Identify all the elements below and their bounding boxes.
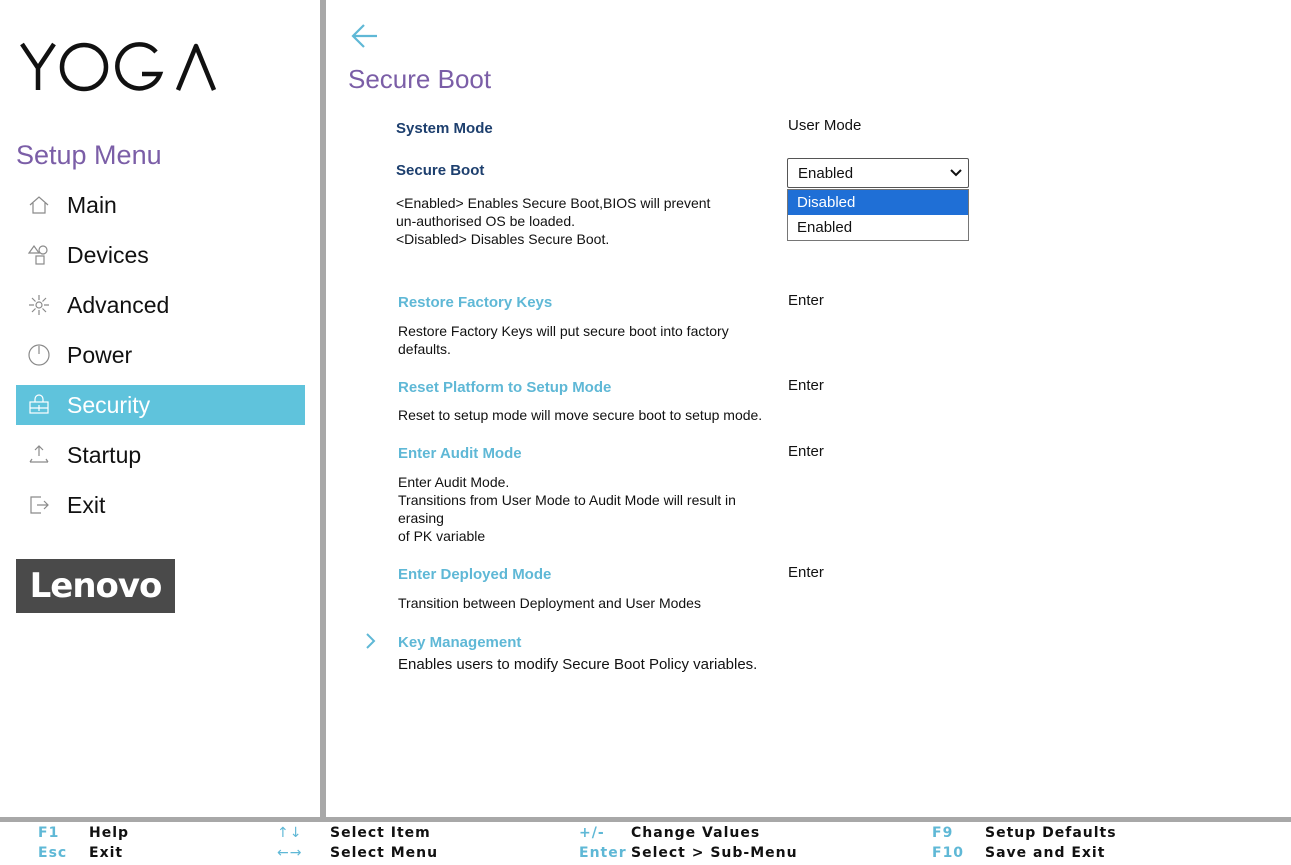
setup-menu-nav bbox=[16, 185, 305, 535]
footer-key: Enter bbox=[579, 845, 627, 861]
sidebar-item-label: Main bbox=[67, 191, 117, 218]
description-line: Enables users to modify Secure Boot Policy variables. bbox=[398, 656, 758, 673]
chevron-right-icon[interactable] bbox=[364, 632, 378, 650]
secure-boot-select[interactable] bbox=[787, 158, 969, 188]
description-line: Enter Audit Mode. bbox=[398, 474, 510, 490]
enter-audit-mode-description bbox=[398, 473, 736, 545]
description-line: <Disabled> Disables Secure Boot. bbox=[396, 231, 610, 247]
reset-platform-description bbox=[398, 406, 762, 424]
description-line: defaults. bbox=[398, 341, 451, 357]
description-line: Reset to setup mode will move secure boot to setup mode. bbox=[398, 407, 763, 423]
secure-boot-dropdown bbox=[787, 189, 969, 241]
footer-key: ←→ bbox=[277, 845, 303, 861]
chevron-down-icon bbox=[950, 166, 962, 178]
footer-key: F1 bbox=[38, 825, 60, 841]
description-line: Transitions from User Mode to Audit Mode will result in bbox=[398, 492, 736, 508]
secure-boot-label: Secure Boot bbox=[396, 162, 485, 179]
sidebar bbox=[0, 0, 320, 817]
option-enabled[interactable]: Enabled bbox=[797, 219, 853, 236]
enter-deployed-mode-value[interactable]: Enter bbox=[788, 564, 824, 581]
power-icon bbox=[26, 342, 52, 368]
description-line: Transition between Deployment and User Modes bbox=[398, 595, 701, 611]
enter-audit-mode-value[interactable]: Enter bbox=[788, 443, 824, 460]
sidebar-item-label: Exit bbox=[67, 491, 106, 518]
footer-key: +/- bbox=[579, 825, 605, 841]
description-line: Restore Factory Keys will put secure boot into factory bbox=[398, 323, 729, 339]
sidebar-item-power[interactable] bbox=[16, 335, 305, 375]
system-mode-label: System Mode bbox=[396, 120, 493, 137]
key-help-footer bbox=[0, 822, 1291, 865]
footer-desc: Exit bbox=[89, 845, 124, 861]
key-management-link[interactable]: Key Management bbox=[398, 634, 522, 651]
sidebar-item-exit[interactable] bbox=[16, 485, 305, 525]
secure-boot-description bbox=[396, 194, 710, 248]
enter-audit-mode-link[interactable]: Enter Audit Mode bbox=[398, 445, 522, 462]
arrow-left-icon bbox=[350, 22, 380, 50]
exit-icon bbox=[26, 492, 52, 518]
footer-desc: Select Menu bbox=[330, 845, 439, 861]
lenovo-logo-text: Lenovo bbox=[29, 566, 162, 606]
sidebar-item-label: Devices bbox=[67, 241, 149, 268]
sidebar-item-main[interactable] bbox=[16, 185, 305, 225]
devices-icon bbox=[26, 242, 52, 268]
footer-key: Esc bbox=[38, 845, 68, 861]
restore-factory-keys-value[interactable]: Enter bbox=[788, 292, 824, 309]
description-line: un-authorised OS be loaded. bbox=[396, 213, 576, 229]
footer-key: ↑↓ bbox=[277, 825, 303, 841]
description-line: erasing bbox=[398, 510, 444, 526]
home-icon bbox=[26, 192, 52, 218]
footer-desc: Help bbox=[89, 825, 130, 841]
reset-platform-value[interactable]: Enter bbox=[788, 377, 824, 394]
footer-desc: Save and Exit bbox=[985, 845, 1106, 861]
option-disabled[interactable]: Disabled bbox=[788, 190, 968, 215]
yoga-logo bbox=[20, 38, 220, 98]
back-button[interactable] bbox=[350, 22, 382, 50]
advanced-icon bbox=[26, 292, 52, 318]
system-mode-value: User Mode bbox=[788, 117, 862, 134]
description-line: of PK variable bbox=[398, 528, 486, 544]
footer-desc: Select > Sub-Menu bbox=[631, 845, 798, 861]
secure-boot-selected-value: Enabled bbox=[798, 164, 854, 182]
page-title: Secure Boot bbox=[348, 64, 492, 94]
sidebar-item-devices[interactable] bbox=[16, 235, 305, 275]
sidebar-item-startup[interactable] bbox=[16, 435, 305, 475]
setup-menu-title: Setup Menu bbox=[16, 140, 162, 170]
restore-factory-keys-description bbox=[398, 322, 729, 358]
sidebar-item-security[interactable] bbox=[16, 385, 305, 425]
restore-factory-keys-link[interactable]: Restore Factory Keys bbox=[398, 294, 553, 311]
reset-platform-link[interactable]: Reset Platform to Setup Mode bbox=[398, 379, 612, 396]
enter-deployed-mode-description bbox=[398, 594, 701, 612]
footer-desc: Select Item bbox=[330, 825, 431, 841]
sidebar-item-label: Startup bbox=[67, 441, 142, 468]
footer-desc: Change Values bbox=[631, 825, 761, 841]
enter-deployed-mode-link[interactable]: Enter Deployed Mode bbox=[398, 566, 552, 583]
sidebar-item-label: Advanced bbox=[67, 291, 170, 318]
footer-key: F9 bbox=[932, 825, 954, 841]
secure-boot-page bbox=[326, 0, 1291, 817]
lenovo-logo bbox=[16, 559, 175, 613]
yoga-logo-mark bbox=[20, 38, 220, 98]
security-icon bbox=[26, 392, 52, 418]
sidebar-item-label: Power bbox=[67, 341, 133, 368]
description-line: <Enabled> Enables Secure Boot,BIOS will prevent bbox=[396, 195, 711, 211]
sidebar-item-advanced[interactable] bbox=[16, 285, 305, 325]
footer-desc: Setup Defaults bbox=[985, 825, 1117, 841]
key-management-description bbox=[398, 656, 757, 674]
startup-icon bbox=[26, 442, 52, 468]
sidebar-item-label: Security bbox=[67, 391, 151, 418]
footer-key: F10 bbox=[932, 845, 965, 861]
